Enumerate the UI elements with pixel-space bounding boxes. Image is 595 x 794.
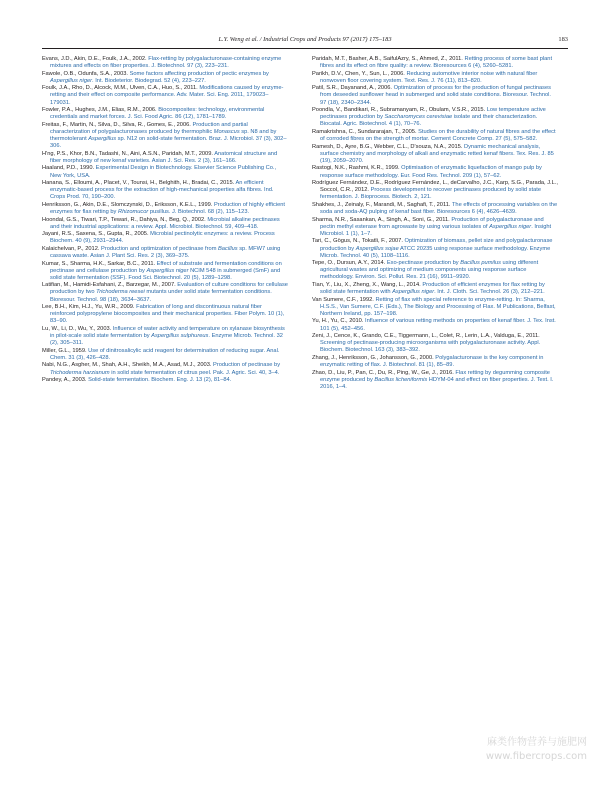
reference-link[interactable]: Flax retting by degumming composite enzyme produced by Bacillus licheniformis HDYM-04 and effect on fiber properties. J. Text. I. 2016, 1–4. [320, 369, 554, 390]
reference-authors: Tepe, O., Dursun, A.Y., 2014. [312, 260, 387, 267]
reference-entry [42, 165, 288, 179]
reference-authors: Zeni, J., Cence, K., Grando, C.E., Tiggermann, L., Colet, R., Lerin, L.A., Valduga, E., 2011. [312, 333, 540, 340]
reference-link[interactable]: Polygalacturonase is the key component in enzymatic retting of flax. J. Biotechnol. 81 (1), 85–89. [320, 354, 544, 369]
reference-entry [42, 377, 288, 384]
reference-authors: Poondla, V., Bandikari, R., Subramanyam, R., Obulam, V.S.R., 2015. [312, 107, 487, 114]
reference-entry [312, 238, 558, 259]
reference-link[interactable]: Process development to recover pectinases produced by solid state fermentation. J. Bioprocess. Biotech. 2, 121. [320, 187, 541, 201]
reference-entry [312, 71, 558, 85]
reference-link[interactable]: Microbial alkaline pectinases and their industrial applications: a review. Appl. Microbiol. Biotechnol. 59, 409–418. [50, 216, 280, 230]
reference-entry [312, 129, 558, 143]
references-left-column [42, 56, 288, 385]
reference-entry [312, 217, 558, 238]
watermark [447, 736, 587, 764]
reference-authors: Fowler, P.A., Hughes, J.M., Elias, R.M., 2006. [42, 107, 159, 114]
reference-link[interactable]: Production of highly efficient enzymes for flax retting by Rhizomucor pusillus. J. Biotechnol. 68 (2), 115–123. [50, 201, 285, 216]
reference-entry [42, 362, 288, 376]
reference-authors: Ramakrishna, C., Sundararajan, T., 2005. [312, 128, 419, 135]
watermark-site-name: 麻类作物营养与施肥网 [487, 737, 587, 748]
reference-link[interactable]: Solid-state fermentation. Biochem. Eng. J. 13 (2), 81–84. [88, 377, 232, 384]
reference-authors: Evans, J.D., Akin, D.E., Foulk, J.A., 2002. [42, 56, 149, 62]
reference-link[interactable]: An efficient enzymatic-based process for the extraction of high-mechanical properties alfa fibres. Ind. Crops Prod. 70, 190–200. [50, 180, 274, 201]
reference-entry [312, 260, 558, 281]
page-number: 183 [558, 36, 568, 43]
reference-link[interactable]: Some factors affecting production of pectic enzymes by Aspergillus niger. Int. Biodeterior. Biodegrad. 52 (4), 223–227. [50, 70, 269, 84]
reference-authors: Sharma, N.R., Sasankan, A., Singh, A., Soni, G., 2011. [312, 216, 452, 223]
reference-entry [42, 151, 288, 165]
reference-authors: Van Sumere, C.F., 1992. [312, 296, 376, 303]
reference-authors: Paridah, M.T., Basher, A.B., SaifulAzry, S., Ahmed, Z., 2011. [312, 56, 465, 62]
reference-entry [42, 282, 288, 303]
reference-link[interactable]: Optimization of process for the production of fungal pectinases from deseeded sunflower head in submerged and solid state conditions. Bioresour. Technol. 97 (18), 2340–2344. [320, 85, 552, 106]
reference-authors: Fawole, O.B., Odunfa, S.A., 2003. [42, 70, 130, 77]
reference-entry [42, 56, 288, 70]
reference-authors: Latifian, M., Hamidi-Esfahani, Z., Barzegar, M., 2007. [42, 282, 178, 289]
reference-link[interactable]: Influence of various retting methods on properties of kenaf fiber. J. Tex. Inst. 101 (5), 452–456. [320, 318, 556, 332]
reference-entry [312, 107, 558, 128]
reference-authors: Henriksson, G., Akin, D.E., Slomczynski, D., Eriksson, K.E.L., 1999. [42, 201, 214, 208]
reference-entry [42, 261, 288, 282]
reference-entry [312, 297, 558, 318]
reference-link[interactable]: Microbial pectinolytic enzymes: a review. Process Biochem. 40 (9), 2931–2944. [50, 231, 275, 245]
journal-citation: L.Y. Weng et al. / Industrial Crops and Products 97 (2017) 175–183 [218, 36, 392, 43]
reference-authors: Zhao, D., Liu, P., Pan, C., Du, R., Ping, W., Ge, J., 2016. [312, 369, 456, 376]
reference-authors: H'ng, P.S., Khor, B.N., Tadashi, N., Aini, A.S.N., Paridah, M.T., 2009. [42, 150, 215, 157]
reference-authors: Pandey, A., 2003. [42, 377, 89, 384]
reference-entry [312, 282, 558, 296]
running-header [42, 35, 568, 45]
reference-authors: Yu, H., Yu, C., 2010. [312, 318, 366, 325]
reference-link[interactable]: Retting process of some bast plant fibres and its effect on fibre quality: a review. Bioresources 6 (4), 5260–5281. [320, 56, 553, 70]
reference-entry [42, 348, 288, 362]
reference-entry [312, 165, 558, 179]
reference-authors: Ramesh, D., Ayre, B.G., Webber, C.L., D'souza, N.A., 2015. [312, 143, 464, 150]
reference-entry [42, 180, 288, 201]
reference-entry [42, 122, 288, 151]
reference-authors: Kumar, S., Sharma, H.K., Sarkar, B.C., 2011. [42, 260, 157, 267]
reference-entry [42, 71, 288, 85]
references-right-column [312, 56, 558, 391]
reference-link[interactable]: Low temperature active pectinases production by Saccharomyces cerevisiae isolate and their characterization. Biocatal. Agric. Biotechnol. 4 (1), 70–76. [320, 107, 546, 128]
reference-entry [312, 355, 558, 369]
header-rule [42, 48, 568, 49]
reference-entry [42, 85, 288, 106]
reference-authors: Haaland, P.D., 1990. [42, 165, 96, 172]
reference-link[interactable]: Optimization of biomass, pellet size and polygalacturonase production by Aspergillus sojae ATCC 20235 using response surface methodology. Enzyme Microb. Technol. 40 (5), 1108–1116. [320, 238, 553, 259]
reference-entry [42, 231, 288, 245]
reference-link[interactable]: Exo-pectinase production by Bacillus pumilus using different agricultural wastes and optimizing of medium components using response surface methodology. Environ. Sci. Pollut. Res. 21 (16), 9911–9920. [320, 260, 539, 281]
reference-link[interactable]: Use of dinitrosalicylic acid reagent for determination of reducing sugar. Anal. Chem. 31 (3), 426–428. [50, 347, 280, 361]
reference-entry [312, 144, 558, 165]
reference-link[interactable]: Production and partial characterization of polygalacturonases produced by thermophilic Monascus sp. N8 and by thermotolerant Aspergillus sp. N12 on solid-state fermentation. Braz. J. Microbiol. 37 (3), 302–306. [50, 121, 287, 150]
reference-authors: Parikh, D.V., Chen, Y., Sun, L., 2006. [312, 70, 407, 77]
reference-authors: Shakhes, J., Zeinaly, F., Marandi, M., Saghafi, T., 2011. [312, 201, 452, 208]
reference-link[interactable]: Production of polygalacturonase and pectin methyl esterase from agrowaste by using various isolates of Aspergillus niger. Insight Microbiol. 1 (1), 1–7. [320, 216, 552, 237]
reference-authors: Tari, C., Gögus, N., Tokatli, F., 2007. [312, 238, 405, 245]
reference-link[interactable]: Fabrication of long and discontinuous natural fiber reinforced polypropylene biocomposites and their mechanical properties. Fiber Polym. 10 (1), 83–90. [50, 304, 285, 325]
reference-authors: Freitas, F., Martin, N., Silva, D., Silva, R., Gomes, E., 2006. [42, 121, 193, 128]
reference-link[interactable]: Modifications caused by enzyme-retting and their effect on composite performance. Adv. Mater. Sci. Eng. 2011, 179023–179031. [50, 85, 284, 106]
reference-entry [312, 318, 558, 332]
reference-link[interactable]: Effect of substrate and fermentation conditions on pectinase and cellulase production by Aspergillus niger NCIM 548 in submerged (SmF) and solid state fermentation (SSF). Food Sci. Biotechnol. 20 (5), 1289–1298. [50, 260, 282, 281]
reference-authors: Zhang, J., Henriksson, G., Johansson, G., 2000. [312, 354, 436, 361]
reference-link[interactable]: Reducing automotive interior noise with natural fiber nonwoven floor covering system. Text. Res. J. 76 (11), 813–820. [320, 70, 538, 84]
reference-link[interactable]: Dynamic mechanical analysis, surface chemistry and morphology of alkali and enzymatic retted kenaf fibers. Tex. Res. J. 85 (19), 2059–2070. [320, 143, 554, 164]
reference-authors: Rodríguez Fernández, D.E., Rodríguez Fernández, L., deCarvalho, J.C., Karp, S.G., Parada, J.L., Soccol, C.R., 2012. [312, 180, 558, 194]
reference-authors: Patil, S.R., Dayanand, A., 2006. [312, 85, 394, 92]
reference-link[interactable]: Anatomical structure and fiber morphology of new kenaf varieties. Asian J. Sci. Res. 2 (3), 161–166. [50, 150, 278, 164]
reference-entry [312, 333, 558, 354]
reference-link[interactable]: The effects of processing variables on the soda and soda-AQ pulping of kenaf bast fiber. Bioresources 6 (4), 4626–4639. [320, 201, 558, 216]
reference-authors: Jayani, R.S., Saxena, S., Gupta, R., 2005. [42, 231, 151, 238]
reference-link[interactable]: Studies on the durability of natural fibres and the effect of corroded fibres on the strength of mortar. Cement Concrete Comp. 27 (5), 575–582. [320, 128, 556, 143]
reference-authors: Foulk, J.A., Rho, D., Alcock, M.M., Ulven, C.A., Huo, S., 2011. [42, 85, 200, 92]
reference-authors: Miller, G.L., 1959. [42, 347, 89, 354]
reference-link[interactable]: Retting of flax with special reference to enzyme-retting. In: Sharma, H.S.S., Van Sumere, C.F. (Eds.), The Biology and Processing of Flax. M Publications, Belfast, Northern Ireland, pp. 157–198. [320, 296, 556, 317]
reference-link[interactable]: Optimisation of enzymatic liquefaction of mango pulp by response surface methodology. Eur. Food Res. Technol. 209 (1), 57–62. [320, 165, 542, 179]
reference-entry [312, 56, 558, 70]
reference-entry [312, 370, 558, 391]
reference-authors: Kalaichelvan, P., 2012. [42, 245, 102, 252]
reference-link[interactable]: Screening of pectinase-producing microorganisms with polygalacturonase activity. Appl. Biochem. Biotechnol. 163 (3), 383–392. [320, 340, 541, 354]
reference-authors: Lu, W., Li, D., Wu, Y., 2003. [42, 325, 113, 332]
reference-entry [312, 85, 558, 106]
reference-entry [42, 304, 288, 325]
reference-link[interactable]: Production and optimization of pectinase from Bacillus sp. MFW7 using cassava waste. Asian J. Plant Sci. Res. 2 (3), 369–375. [50, 245, 281, 259]
reference-authors: Hanana, S., Elloumi, A., Placet, V., Tounsi, H., Belghith, H., Bradai, C., 2015. [42, 180, 236, 187]
reference-authors: Rastogi, N.K., Rashmi, K.R., 1999. [312, 165, 402, 172]
reference-link[interactable]: Flax-retting by polygalacturonase-containing enzyme mixtures and effects on fiber properties. J. Biotechnol. 97 (3), 223–231. [50, 56, 282, 70]
reference-link[interactable]: Biocomposites: technology, environmental credentials and market forces. J. Sci. Food Agric. 86 (12), 1781–1789. [50, 107, 265, 121]
reference-entry [312, 202, 558, 216]
reference-link[interactable]: Influence of water activity and temperature on xylanase biosynthesis in pilot-scale solid state fermentation by Aspergillus sulphureus. Enzyme Microb. Technol. 32 (2), 305–311. [50, 325, 285, 347]
reference-link[interactable]: Production of pectinase by Trichoderma harzianum in solid state fermentation of citrus peel. Pak. J. Agric. Sci. 40, 3–4. [50, 362, 281, 376]
reference-link[interactable]: Experimental Design in Biotechnology. Elsevier Science Publishing Co., New York, USA. [50, 165, 277, 179]
reference-entry [42, 217, 288, 231]
reference-authors: Lee, B.H., Kim, H.J., Yu, W.R., 2009. [42, 304, 137, 311]
reference-entry [42, 202, 288, 216]
reference-entry [42, 246, 288, 260]
reference-entry [42, 107, 288, 121]
reference-authors: Hoondal, G.S., Tiwari, T.P., Tewari, R., Dahiya, N., Beg, Q., 2002. [42, 216, 208, 223]
watermark-url: www.fibercrops.com [485, 751, 587, 762]
reference-entry [312, 180, 558, 201]
reference-entry [42, 326, 288, 347]
reference-link[interactable]: Production of efficient enzymes for flax retting by solid state fermentation with Aspergillus niger. Int. J. Cloth. Sci. Technol. 26 (3), 212–221. [320, 281, 545, 296]
reference-authors: Nabi, N.G., Asgher, M., Shah, A.H., Sheikh, M.A., Asad, M.J., 2003. [42, 362, 214, 369]
reference-link[interactable]: Evaluation of culture conditions for cellulase production by two Trichoderma reesei mutants under solid state fermentation conditions. Bioresour. Technol. 98 (18), 3634–3637. [50, 282, 288, 303]
reference-authors: Tian, Y., Liu, X., Zheng, X., Wang, L., 2014. [312, 281, 423, 288]
